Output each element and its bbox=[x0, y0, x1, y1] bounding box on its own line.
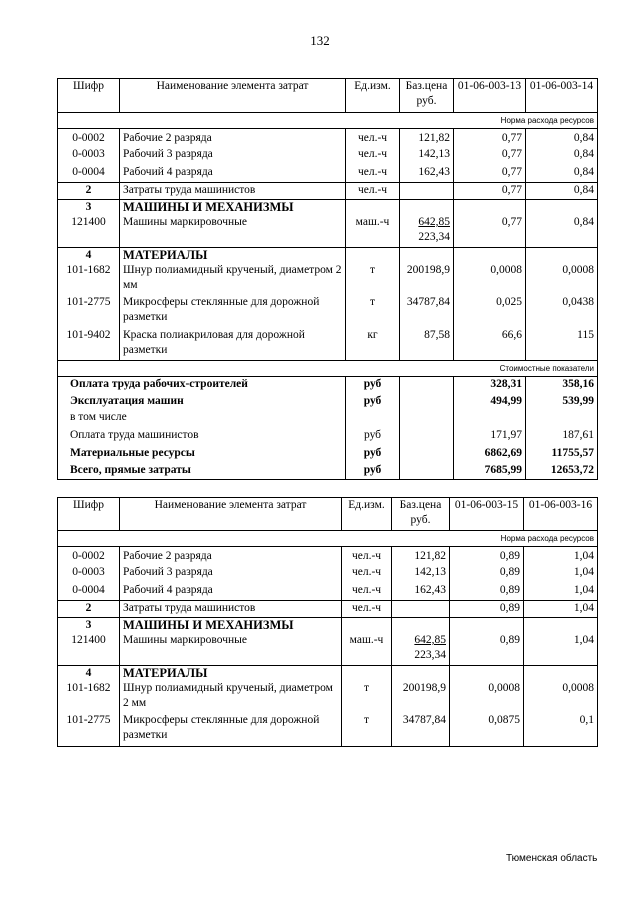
table-cell: 121400 bbox=[58, 215, 120, 247]
table-cell bbox=[392, 601, 450, 618]
table-cell: 3 bbox=[58, 200, 120, 216]
table-cell: т bbox=[342, 713, 392, 747]
table-row bbox=[58, 565, 598, 583]
table-cell: 200198,9 bbox=[392, 681, 450, 713]
cost-row bbox=[58, 377, 598, 394]
table-cell: 0,89 bbox=[450, 601, 524, 618]
table-cell: Эксплуатация машин bbox=[58, 394, 346, 410]
table-cell: 0,84 bbox=[526, 183, 598, 200]
table-cell: 0-0003 bbox=[58, 565, 120, 583]
table-row bbox=[58, 183, 598, 200]
machine-price-2: 223,34 bbox=[414, 649, 446, 661]
table-cell: 0,84 bbox=[526, 129, 598, 147]
header-name: Наименование элемента затрат bbox=[120, 79, 346, 113]
header-price: Баз.цена руб. bbox=[400, 79, 454, 113]
table-cell: 0,84 bbox=[526, 165, 598, 183]
table-cell: 142,13 bbox=[392, 565, 450, 583]
table-cell: Шнур полиамидный крученый, диаметром 2 мм bbox=[120, 263, 346, 295]
table-cell: Рабочие 2 разряда bbox=[120, 547, 342, 565]
table-cell: 0,0008 bbox=[524, 681, 598, 713]
table-cell: 101-2775 bbox=[58, 713, 120, 747]
page-number: 132 bbox=[310, 33, 330, 48]
table-cell bbox=[526, 410, 598, 428]
header-col-16: 01-06-003-16 bbox=[524, 498, 598, 531]
table-cell: кг bbox=[346, 328, 400, 361]
table-cell: 0,0438 bbox=[526, 295, 598, 328]
header-unit: Ед.изм. bbox=[342, 498, 392, 531]
section-machines bbox=[58, 618, 598, 634]
table-cell: 0-0002 bbox=[58, 129, 120, 147]
table-cell: чел.-ч bbox=[346, 129, 400, 147]
cost-row bbox=[58, 394, 598, 410]
table-cell: 1,04 bbox=[524, 565, 598, 583]
table-cell: маш.-ч bbox=[346, 215, 400, 247]
table-row bbox=[58, 328, 598, 361]
resource-table-2 bbox=[57, 497, 598, 747]
table-cell: руб bbox=[346, 428, 400, 446]
table-row bbox=[58, 263, 598, 295]
table-row bbox=[58, 633, 598, 665]
table-cell: 0,84 bbox=[526, 215, 598, 247]
table-cell: 0,89 bbox=[450, 547, 524, 565]
table-cell: 34787,84 bbox=[400, 295, 454, 328]
table-row bbox=[58, 129, 598, 147]
table-cell: Оплата труда машинистов bbox=[58, 428, 346, 446]
header-col-14: 01-06-003-14 bbox=[526, 79, 598, 113]
table-cell: 358,16 bbox=[526, 377, 598, 394]
table-cell: 34787,84 bbox=[392, 713, 450, 747]
table-cell: чел.-ч bbox=[346, 183, 400, 200]
table-cell: 1,04 bbox=[524, 583, 598, 601]
table-cell: руб bbox=[346, 394, 400, 410]
table-cell: 0,89 bbox=[450, 565, 524, 583]
table-cell: 121,82 bbox=[392, 547, 450, 565]
table-cell: 328,31 bbox=[454, 377, 526, 394]
table-cell: 101-1682 bbox=[58, 263, 120, 295]
table-cell: Рабочий 3 разряда bbox=[120, 565, 342, 583]
table-row bbox=[58, 295, 598, 328]
section-machines bbox=[58, 200, 598, 216]
table-cell: МАТЕРИАЛЫ bbox=[120, 665, 342, 681]
table-cell: руб bbox=[346, 463, 400, 480]
header-name: Наименование элемента затрат bbox=[120, 498, 342, 531]
header-unit: Ед.изм. bbox=[346, 79, 400, 113]
table-cell: 12653,72 bbox=[526, 463, 598, 480]
norm-label: Норма расхода ресурсов bbox=[58, 531, 598, 547]
table-cell: 1,04 bbox=[524, 633, 598, 665]
table-cell: 0,77 bbox=[454, 215, 526, 247]
table-cell: МАШИНЫ И МЕХАНИЗМЫ bbox=[120, 200, 346, 216]
table-cell: 1,04 bbox=[524, 601, 598, 618]
table-cell: Краска полиакриловая для дорожной разметки bbox=[120, 328, 346, 361]
table-cell: чел.-ч bbox=[342, 601, 392, 618]
table-cell: Рабочий 4 разряда bbox=[120, 165, 346, 183]
table-cell bbox=[400, 183, 454, 200]
table-row bbox=[58, 583, 598, 601]
table-cell: 121400 bbox=[58, 633, 120, 665]
table-cell: 200198,9 bbox=[400, 263, 454, 295]
table-row bbox=[58, 147, 598, 165]
table-cell: 2 bbox=[58, 183, 120, 200]
table-cell: 0,77 bbox=[454, 183, 526, 200]
table-cell: 142,13 bbox=[400, 147, 454, 165]
table-cell: Микросферы стеклянные для дорожной разметки bbox=[120, 295, 346, 328]
table-cell: 0,89 bbox=[450, 633, 524, 665]
cost-label: Стоимостные показатели bbox=[58, 361, 598, 377]
table-cell: 2 bbox=[58, 601, 120, 618]
table-cell: т bbox=[346, 263, 400, 295]
table-cell: 7685,99 bbox=[454, 463, 526, 480]
table-cell: 0-0004 bbox=[58, 583, 120, 601]
table-cell bbox=[454, 410, 526, 428]
header-col-15: 01-06-003-15 bbox=[450, 498, 524, 531]
table-cell: Затраты труда машинистов bbox=[120, 601, 342, 618]
table-cell: МАТЕРИАЛЫ bbox=[120, 247, 346, 263]
section-materials bbox=[58, 665, 598, 681]
machine-price: 642,85 bbox=[418, 216, 450, 228]
table-cell: Рабочий 4 разряда bbox=[120, 583, 342, 601]
table-cell: 4 bbox=[58, 247, 120, 263]
header-code: Шифр bbox=[58, 498, 120, 531]
table-cell: 11755,57 bbox=[526, 446, 598, 463]
table-row bbox=[58, 165, 598, 183]
table-cell: 0,0875 bbox=[450, 713, 524, 747]
table-cell: 539,99 bbox=[526, 394, 598, 410]
table-cell: чел.-ч bbox=[346, 165, 400, 183]
footer-region: Тюменская область bbox=[506, 853, 598, 864]
table-cell: 6862,69 bbox=[454, 446, 526, 463]
table-cell: Шнур полиамидный крученый, диаметром 2 мм bbox=[120, 681, 342, 713]
cost-row bbox=[58, 428, 598, 446]
table-cell: Оплата труда рабочих-строителей bbox=[58, 377, 346, 394]
table-row bbox=[58, 713, 598, 747]
table-row bbox=[58, 601, 598, 618]
table-cell: 4 bbox=[58, 665, 120, 681]
section-materials bbox=[58, 247, 598, 263]
table-cell: чел.-ч bbox=[342, 547, 392, 565]
table-cell: Всего, прямые затраты bbox=[58, 463, 346, 480]
table-cell: 87,58 bbox=[400, 328, 454, 361]
table-cell: маш.-ч bbox=[342, 633, 392, 665]
table-cell: Рабочие 2 разряда bbox=[120, 129, 346, 147]
cost-row bbox=[58, 463, 598, 480]
table-cell: 1,04 bbox=[524, 547, 598, 565]
table-cell: Машины маркировочные bbox=[120, 215, 346, 247]
table-cell: руб bbox=[346, 377, 400, 394]
norm-label: Норма расхода ресурсов bbox=[58, 113, 598, 129]
table-cell: 0,0008 bbox=[450, 681, 524, 713]
table-cell: 0,0008 bbox=[454, 263, 526, 295]
table-row bbox=[58, 547, 598, 565]
table-cell: 0,77 bbox=[454, 165, 526, 183]
machine-price-2: 223,34 bbox=[418, 231, 450, 243]
table-cell: 0,77 bbox=[454, 147, 526, 165]
table-cell bbox=[346, 410, 400, 428]
resource-table-1 bbox=[57, 78, 598, 480]
table-cell: Затраты труда машинистов bbox=[120, 183, 346, 200]
header-col-13: 01-06-003-13 bbox=[454, 79, 526, 113]
header-code: Шифр bbox=[58, 79, 120, 113]
table-cell: в том числе bbox=[58, 410, 346, 428]
table-cell: 0-0003 bbox=[58, 147, 120, 165]
table-cell: 0,77 bbox=[454, 129, 526, 147]
header-price: Баз.цена руб. bbox=[392, 498, 450, 531]
table-cell: 0-0002 bbox=[58, 547, 120, 565]
table-cell: 3 bbox=[58, 618, 120, 634]
table-row bbox=[58, 681, 598, 713]
table-cell: 0,025 bbox=[454, 295, 526, 328]
table-cell: Рабочий 3 разряда bbox=[120, 147, 346, 165]
table-cell: 0,1 bbox=[524, 713, 598, 747]
table-cell: т bbox=[342, 681, 392, 713]
table-cell: 0,0008 bbox=[526, 263, 598, 295]
table-cell: Машины маркировочные bbox=[120, 633, 342, 665]
table-cell: 494,99 bbox=[454, 394, 526, 410]
table-cell: Материальные ресурсы bbox=[58, 446, 346, 463]
table-cell: 121,82 bbox=[400, 129, 454, 147]
table-cell: МАШИНЫ И МЕХАНИЗМЫ bbox=[120, 618, 342, 634]
cost-row bbox=[58, 410, 598, 428]
table-cell: 101-1682 bbox=[58, 681, 120, 713]
table-cell: 101-2775 bbox=[58, 295, 120, 328]
table-cell: 0-0004 bbox=[58, 165, 120, 183]
table-cell: чел.-ч bbox=[342, 565, 392, 583]
table-cell: 162,43 bbox=[400, 165, 454, 183]
table-row bbox=[58, 215, 598, 247]
table-cell: 162,43 bbox=[392, 583, 450, 601]
table-cell: 115 bbox=[526, 328, 598, 361]
table-cell: т bbox=[346, 295, 400, 328]
table-cell: 0,84 bbox=[526, 147, 598, 165]
table-cell: 171,97 bbox=[454, 428, 526, 446]
table-cell: 66,6 bbox=[454, 328, 526, 361]
table-cell: чел.-ч bbox=[342, 583, 392, 601]
cost-row bbox=[58, 446, 598, 463]
table-cell: 187,61 bbox=[526, 428, 598, 446]
machine-price: 642,85 bbox=[414, 634, 446, 646]
table-cell: 0,89 bbox=[450, 583, 524, 601]
table-cell: чел.-ч bbox=[346, 147, 400, 165]
table-cell: 101-9402 bbox=[58, 328, 120, 361]
table-cell: Микросферы стеклянные для дорожной разметки bbox=[120, 713, 342, 747]
table-cell: руб bbox=[346, 446, 400, 463]
